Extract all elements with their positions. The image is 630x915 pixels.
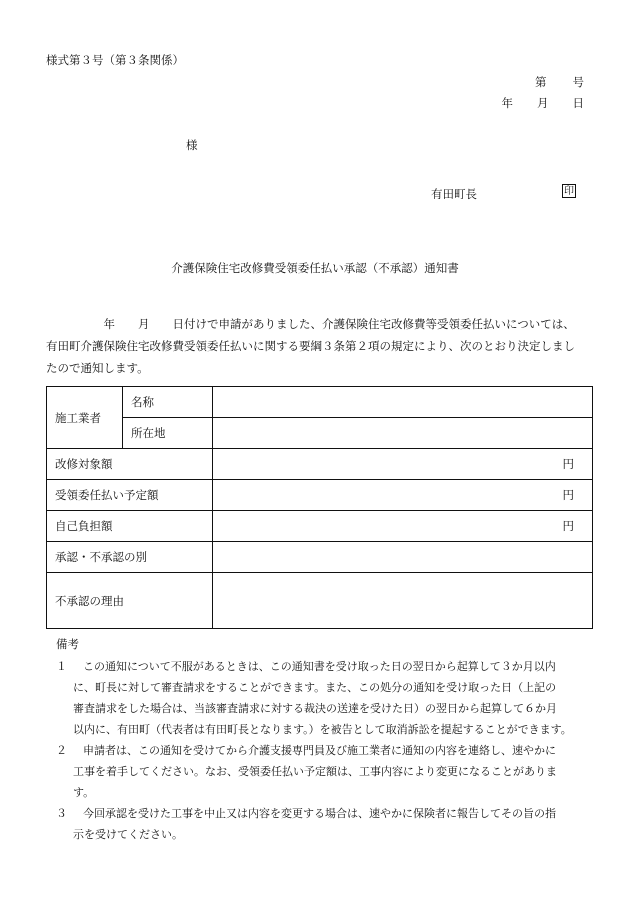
addressee-suffix: 様	[186, 138, 198, 152]
form-number: 様式第３号（第３条関係）	[46, 53, 184, 67]
self-pay-label: 自己負担額	[47, 511, 213, 542]
delegated-payment-label: 受領委任払い予定額	[47, 480, 213, 511]
body-line: 有田町介護保険住宅改修費受領委任払いに関する要綱３条第２項の規定により、次のとおり決定しまし	[46, 339, 575, 353]
note-line: に、町長に対して審査請求をすることができます。また、この処分の通知を受け取った日（上記の	[73, 681, 557, 694]
note-line: 以内に、有田町（代表者は有田町長となります。）を被告として取消訴訟を提起することができます。	[73, 723, 572, 736]
seal-mark: 印	[564, 186, 574, 197]
document-number-suffix: 号	[572, 75, 584, 89]
body-line: たので通知します。	[46, 361, 149, 375]
note-line: 今回承認を受けた工事を中止又は内容を変更する場合は、速やかに保険者に報告してその旨の指	[83, 807, 556, 820]
contractor-label: 施工業者	[47, 387, 123, 449]
note-number: ３	[56, 807, 67, 820]
note-line: この通知について不服があるときは、この通知書を受け取った日の翌日から起算して３か月以内	[83, 660, 556, 673]
note-line: す。	[73, 786, 95, 799]
self-pay-field[interactable]	[213, 511, 593, 542]
date-year: 年	[501, 96, 513, 110]
note-item	[56, 740, 596, 803]
yen-unit: 円	[562, 488, 574, 502]
approval-label: 承認・不承認の別	[47, 542, 213, 573]
notes-heading: 備考	[56, 637, 79, 651]
contractor-name-field[interactable]	[213, 387, 593, 418]
rejection-reason-label: 不承認の理由	[47, 573, 213, 629]
document-number-line	[535, 74, 584, 90]
yen-unit: 円	[562, 519, 574, 533]
notes-list	[56, 656, 596, 845]
rejection-reason-field[interactable]	[213, 573, 593, 629]
note-item	[56, 803, 596, 845]
note-line: 申請者は、この通知を受けてから介護支援専門員及び施工業者に通知の内容を連絡し、速やかに	[83, 744, 556, 757]
notification-table	[46, 386, 593, 629]
contractor-name-label: 名称	[123, 387, 213, 418]
document-title: 介護保険住宅改修費受領委任払い承認（不承認）通知書	[171, 261, 459, 275]
note-line: 示を受けてください。	[73, 828, 183, 841]
sender-name: 有田町長	[431, 187, 477, 201]
delegated-payment-field[interactable]	[213, 480, 593, 511]
contractor-address-label: 所在地	[123, 418, 213, 449]
date-line	[502, 95, 585, 111]
document-number-prefix: 第	[535, 75, 547, 89]
body-line: 年 月 日付けで申請がありました、介護保険住宅改修費等受領委任払いについては、	[46, 317, 575, 331]
date-month: 月	[537, 96, 549, 110]
note-line: 工事を着手してください。なお、受領委任払い予定額は、工事内容により変更になることがありま	[73, 765, 557, 778]
note-number: ２	[56, 744, 67, 757]
yen-unit: 円	[562, 457, 574, 471]
date-day: 日	[572, 96, 584, 110]
note-number: １	[56, 660, 67, 673]
note-item	[56, 656, 596, 740]
renovation-amount-label: 改修対象額	[47, 449, 213, 480]
approval-field[interactable]	[213, 542, 593, 573]
body-text	[46, 313, 592, 379]
note-line: 審査請求をした場合は、当該審査請求に対する裁決の送達を受けた日）の翌日から起算して６か月	[73, 702, 557, 715]
contractor-address-field[interactable]	[213, 418, 593, 449]
renovation-amount-field[interactable]	[213, 449, 593, 480]
